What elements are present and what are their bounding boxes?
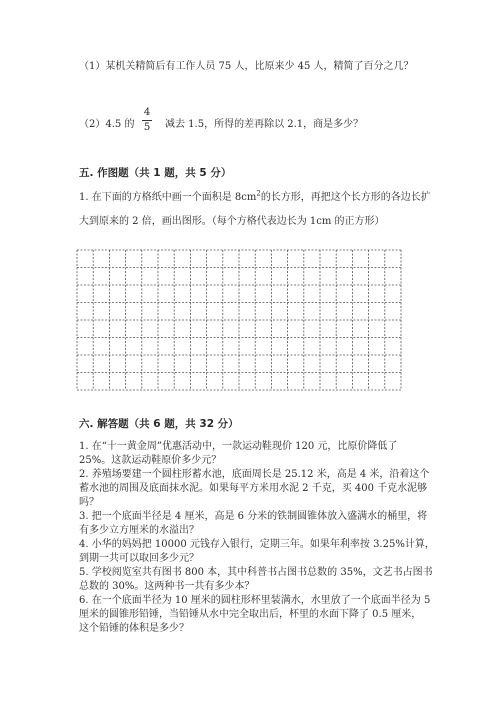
fraction xyxy=(140,107,154,134)
section-6-line: 总数的 30%。这两种书一共有多少本？ xyxy=(79,581,255,592)
graph-paper-grid xyxy=(76,249,402,391)
section-6-line: 吗？ xyxy=(79,497,99,508)
section-6-line: 1. 在“十一黄金周”优惠活动中，一款运动鞋现价 120 元，比原价降低了 xyxy=(79,441,398,452)
section-5-title: 五. 作图题（共 1 题，共 5 分） xyxy=(79,167,232,179)
grid-svg xyxy=(76,249,402,391)
section-6-line: 3. 把一个底面半径是 4 厘米，高是 6 分米的铁制圆锥体放入盛满水的桶里，将 xyxy=(79,511,428,522)
s5-line1-post: 的长方形，再把这个长方形的各边长扩 xyxy=(260,192,431,203)
section-6-line: 25%。这款运动鞋原价多少元？ xyxy=(79,455,222,466)
section-6-line: 厘米的圆锥形铅锤，当铅锤从水中完全取出后，杯里的水面下降了 0.5 厘米， xyxy=(79,609,422,620)
fraction-numerator: 4 xyxy=(143,107,151,118)
section-6-line: 2. 养殖场要建一个圆柱形蓄水池，底面周长是 25.12 米，高是 4 米，沿着这个 xyxy=(79,469,430,480)
section-6-line: 4. 小华的妈妈把 10000 元钱存入银行，定期三年。如果年利率按 3.25%计算， xyxy=(79,539,435,550)
section-6-line: 6. 在一个底面半径为 10 厘米的圆柱形杯里装满水，水里放了一个底面半径为 5 xyxy=(79,595,431,606)
fraction-bar xyxy=(142,120,152,121)
section-6-line: 有多少立方厘米的水溢出？ xyxy=(79,525,199,536)
question-1: （1）某机关精简后有工作人员 75 人，比原来少 45 人，精简了百分之几？ xyxy=(79,61,414,72)
section-6-line: 5. 学校阅览室共有图书 800 本，其中科普书占图书总数的 35%，文艺书占图书 xyxy=(79,567,433,578)
section-5-question-line-1 xyxy=(79,191,431,205)
section-6-line: 到期一共可以取回多少元？ xyxy=(79,553,199,564)
question-2-prefix: （2）4.5 的 xyxy=(79,119,135,130)
s5-line1-sup: 2 xyxy=(256,189,261,198)
s5-line1-pre: 1. 在下面的方格纸中画一个面积是 8cm xyxy=(79,192,257,203)
section-6-line: 蓄水池的周围及底面抹水泥。如果每平方米用水泥 2 千克，买 400 千克水泥够 xyxy=(79,483,428,494)
fraction-denominator: 5 xyxy=(143,122,151,133)
section-6-line: 这个铅锤的体积是多少？ xyxy=(79,623,189,634)
section-6-title: 六. 解答题（共 6 题，共 32 分） xyxy=(79,418,239,430)
section-5-question-line-2: 大到原来的 2 倍，画出图形。（每个方格代表边长为 1cm 的正方形） xyxy=(79,216,385,227)
question-2-suffix: 减去 1.5，所得的差再除以 2.1，商是多少？ xyxy=(165,119,364,130)
